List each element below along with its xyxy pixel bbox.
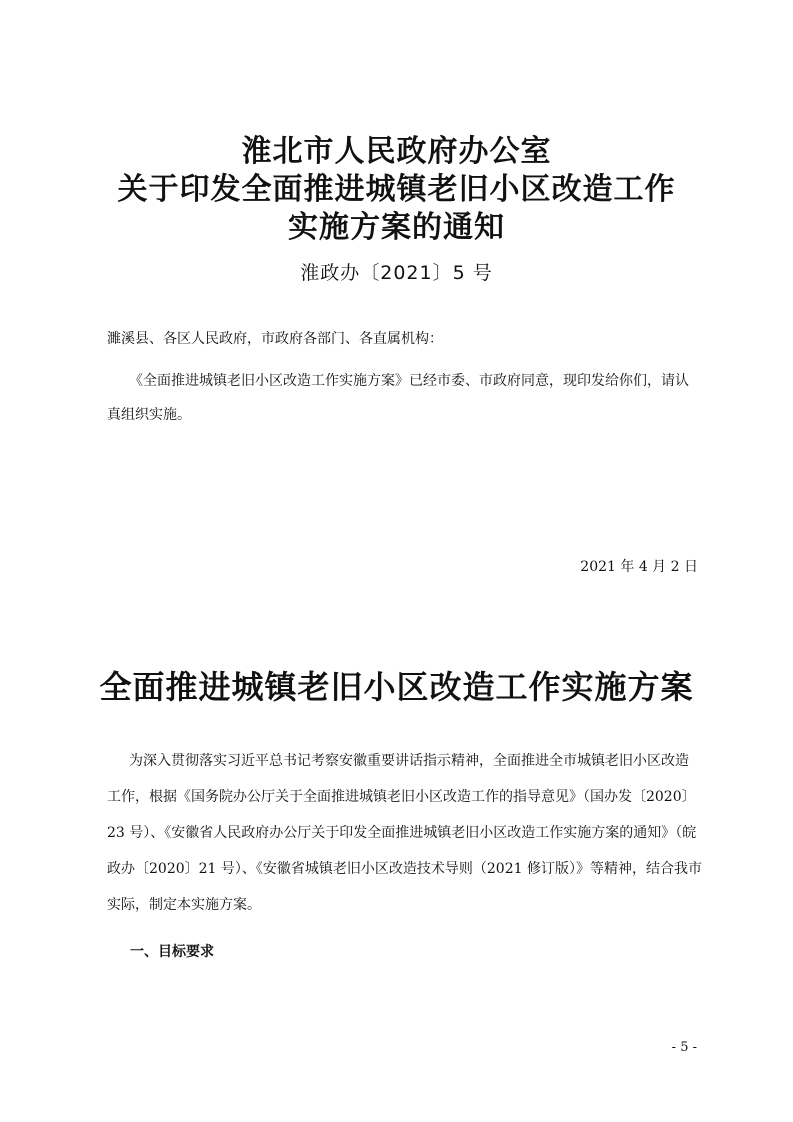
notice-title-line-3: 实施方案的通知 [288, 210, 505, 245]
intro-line-4: 政办〔2020〕21 号）、《安徽省城镇老旧小区改造技术导则（2021 修订版）》等精神，结合我市 [107, 861, 702, 877]
document-number: 淮政办〔2021〕5 号 [300, 262, 493, 284]
page-number: - 5 - [671, 1040, 697, 1055]
notice-title-line-1: 淮北市人民政府办公室 [241, 134, 552, 169]
notice-title [0, 133, 793, 247]
section-heading: 一、目标要求 [130, 944, 214, 960]
addressee: 濉溪县、各区人民政府，市政府各部门、各直属机构： [107, 331, 443, 347]
notice-title-line-2: 关于印发全面推进城镇老旧小区改造工作 [117, 172, 676, 207]
plan-title: 全面推进城镇老旧小区改造工作实施方案 [99, 668, 694, 706]
notice-body-line-2: 真组织实施。 [107, 407, 191, 423]
intro-line-3: 23 号）、《安徽省人民政府办公厅关于印发全面推进城镇老旧小区改造工作实施方案的通知》（皖 [107, 825, 697, 841]
intro-line-5: 实际，制定本实施方案。 [107, 897, 261, 913]
intro-line-1: 为深入贯彻落实习近平总书记考察安徽重要讲话指示精神，全面推进全市城镇老旧小区改造 [129, 753, 689, 769]
notice-body-line-1: 《全面推进城镇老旧小区改造工作实施方案》已经市委、市政府同意，现印发给你们，请认 [129, 373, 689, 389]
intro-line-2: 工作，根据《国务院办公厅关于全面推进城镇老旧小区改造工作的指导意见》（国办发〔2020〕 [107, 789, 696, 805]
issue-date: 2021 年 4 月 2 日 [580, 559, 698, 575]
